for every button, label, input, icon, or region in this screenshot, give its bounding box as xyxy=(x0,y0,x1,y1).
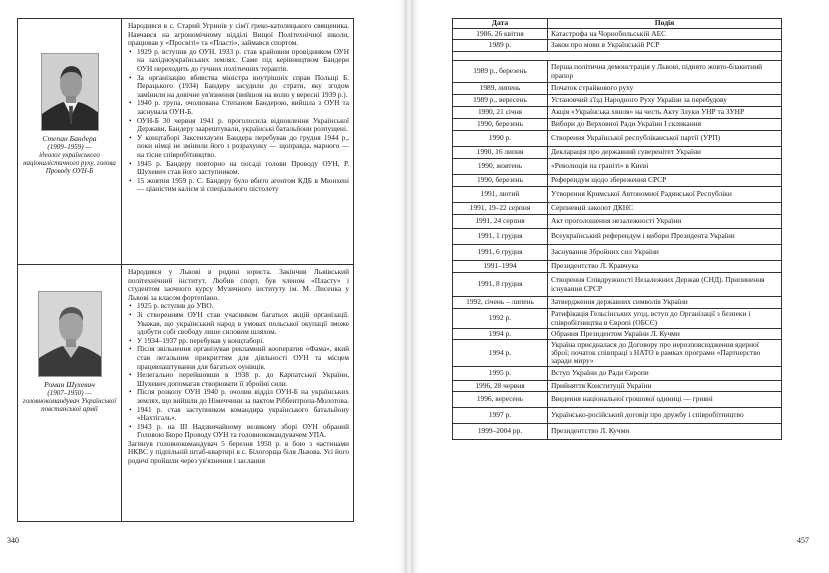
page-number-left: 340 xyxy=(7,536,19,545)
table-row xyxy=(453,229,782,245)
table-row xyxy=(453,273,782,297)
shukhevych-photo-cell xyxy=(18,265,122,522)
bandera-years: (1909–1959) — xyxy=(47,143,92,152)
book-gutter xyxy=(405,0,413,573)
table-row xyxy=(453,424,782,440)
event-date: 1991, 19–22 серпня xyxy=(453,203,548,215)
bandera-bio-text xyxy=(122,19,354,265)
shukhevych-years: (1907–1950) — xyxy=(47,389,92,398)
bandera-role: ідеолог українського націоналістичного руху, голова Проводу ОУН-Б xyxy=(23,151,116,176)
list-item: • 1929 р. вступив до ОУН. 1933 р. став крайовим провідником ОУН на західноукраїнських землях. Саме під керівництвом Бандери ОУН переходить до гучних політичних терактів. xyxy=(128,48,349,74)
event-date: 1999–2004 рр. xyxy=(453,424,548,440)
list-item: • 1941 р. став заступником командира українського батальйону «Нахтігаль». xyxy=(128,406,349,423)
event-date: 1991, 6 грудня xyxy=(453,245,548,261)
event-description: Обрання Президентом України Л. Кучми xyxy=(548,329,782,340)
table-row xyxy=(453,392,782,408)
event-date: 1991, лютий xyxy=(453,187,548,203)
shukhevych-name: Роман Шухевич xyxy=(44,380,95,389)
event-description: Ратифікація Гельсінських угод, вступ до Організації з безпеки і співробітництва в Європі (ОБСЄ) xyxy=(548,309,782,329)
event-description: Перша політична демонстрація у Львові, піднято жовто-блакитний прапор xyxy=(548,61,782,83)
bandera-portrait xyxy=(41,53,99,131)
table-gap-row xyxy=(453,52,782,61)
event-date: 1990, березень xyxy=(453,119,548,131)
event-date: 1992 р. xyxy=(453,309,548,329)
table-row xyxy=(453,381,782,392)
list-item: • Зі створенням ОУН став учасником багатьох акцій організації. Уважав, що український народ в умовах польської окупації зможе здобути собі свободу лише силовим шляхом. xyxy=(128,311,349,337)
event-date: 1994 р. xyxy=(453,329,548,340)
event-description: Президентство Л. Кучми xyxy=(548,424,782,440)
event-description: Вступ України до Ради Європи xyxy=(548,367,782,381)
gap-cell xyxy=(453,52,782,61)
event-description: Прийняття Конституції України xyxy=(548,381,782,392)
column-header-date: Дата xyxy=(453,19,548,29)
list-item: • Після звільнення організував рекламний кооператив «Фама», який став легальним прикриттям для діяльності ОУН та місцем працевлаштування для багатьох оунівців. xyxy=(128,345,349,371)
bandera-name: Степан Бандера xyxy=(42,134,97,143)
bandera-photo-cell xyxy=(18,19,122,265)
event-date: 1994 р. xyxy=(453,340,548,367)
right-page xyxy=(413,0,829,573)
event-description: Створення Української республіканської партії (УРП) xyxy=(548,131,782,147)
event-date: 1997 р. xyxy=(453,408,548,424)
table-row xyxy=(453,107,782,119)
left-page xyxy=(0,0,405,573)
event-date: 1990, жовтень xyxy=(453,159,548,175)
list-item: • 1925 р. вступив до УВО. xyxy=(128,302,349,311)
table-row xyxy=(453,159,782,175)
table-row xyxy=(453,215,782,229)
event-date: 1991, 24 серпня xyxy=(453,215,548,229)
list-item: • Нелегально перейшовши в 1938 р. до Карпатської України, Шухевич допомагав створювати її збройні сили. xyxy=(128,371,349,388)
list-item: • 1940 р. група, очолювана Степаном Бандерою, вийшла з ОУН та заснувала ОУН-Б. xyxy=(128,99,349,116)
shukhevych-role: головнокомандувач Української повстанської армії xyxy=(22,397,117,414)
shukhevych-portrait xyxy=(38,291,102,377)
shukhevych-outro: Загинув головнокомандувач 5 березня 1950 р. в бою з частинами НКВС у підпільній штаб-квартирі в с. Білогорща біля Львова. Усі його родичі пройшли через ув'язнення і заслання xyxy=(128,438,349,466)
chronology-body xyxy=(453,29,782,440)
event-description: Референдум щодо збереження СРСР xyxy=(548,175,782,187)
table-row xyxy=(453,367,782,381)
table-row xyxy=(453,329,782,340)
event-date: 1989, липень xyxy=(453,83,548,95)
event-description: Вибори до Верховної Ради України І скликання xyxy=(548,119,782,131)
table-row xyxy=(453,408,782,424)
event-description: Катастрофа на Чорнобильській АЕС xyxy=(548,29,782,40)
table-row xyxy=(453,203,782,215)
event-date: 1992, січень – липень xyxy=(453,297,548,309)
shukhevych-facts-list xyxy=(128,302,349,440)
event-date: 1996, 28 червня xyxy=(453,381,548,392)
biography-row-shukhevych xyxy=(18,265,354,522)
event-description: Заснування Збройних сил України xyxy=(548,245,782,261)
event-description: Затвердження державних символів України xyxy=(548,297,782,309)
table-row xyxy=(453,40,782,52)
event-date: 1986, 26 квітня xyxy=(453,29,548,40)
event-description: Україна приєдналася до Договору про нерозповсюдження ядерної зброї; початок співпраці з НАТО в рамках програми «Партнерство заради миру» xyxy=(548,340,782,367)
shukhevych-intro: Народився у Львові в родині юриста. Закінчив Львівський політехнічний інститут. Любив спорт, був членом «Пласту» і студентом заочного курсу Музичного інституту ім. М. Лисенка у Львові за класом фортепіано. xyxy=(128,267,349,302)
event-date: 1991, 1 грудня xyxy=(453,229,548,245)
event-description: Президентство Л. Кравчука xyxy=(548,261,782,273)
event-description: Початок страйкового руху xyxy=(548,83,782,95)
table-row xyxy=(453,95,782,107)
event-description: «Революція на граніті» в Києві xyxy=(548,159,782,175)
event-date: 1990, 21 січня xyxy=(453,107,548,119)
event-date: 1989 р., березень xyxy=(453,61,548,83)
event-date: 1990, березень xyxy=(453,175,548,187)
event-date: 1990, 16 липня xyxy=(453,147,548,159)
event-description: Установчий з'їзд Народного Руху України за перебудову xyxy=(548,95,782,107)
biography-row-bandera xyxy=(18,19,354,265)
list-item: • 1945 р. Бандеру повторно на посаді голови Проводу ОУН, Р. Шухевич став його заступником. xyxy=(128,160,349,177)
list-item: • 15 жовтня 1959 р. С. Бандеру було вбито агентом КДБ в Мюнхені — ціаністим калієм зі спеціального пістолету xyxy=(128,177,349,194)
page-number-right: 457 xyxy=(797,536,809,545)
event-description: Створення Співдружності Незалежних Держав (СНД). Припинення існування СРСР xyxy=(548,273,782,297)
event-description: Українсько-російський договір про дружбу і співробітництво xyxy=(548,408,782,424)
event-date: 1989 р. xyxy=(453,40,548,52)
table-header-row xyxy=(453,19,782,29)
bandera-facts-list xyxy=(128,48,349,194)
bandera-intro: Народився в с. Старий Угринів у сім'ї греко-католицького священика. Навчався на агрономічному відділі Вищої Політехнічної школи, працював у «Просвіті» та «Пласті», займався спортом. xyxy=(128,21,349,48)
table-row xyxy=(453,29,782,40)
event-date: 1991–1994 xyxy=(453,261,548,273)
event-description: Декларація про державний суверенітет України xyxy=(548,147,782,159)
table-row xyxy=(453,297,782,309)
list-item: • У концтаборі Заксенхаузен Бандера перебував до грудня 1944 р., поки німці не змінили його з розрахунку — щоправда, марного — на тісне співробітництво. xyxy=(128,134,349,160)
table-row xyxy=(453,340,782,367)
table-row xyxy=(453,261,782,273)
table-row xyxy=(453,245,782,261)
biography-table xyxy=(17,18,354,522)
column-header-event: Подія xyxy=(548,19,782,29)
table-row xyxy=(453,119,782,131)
table-row xyxy=(453,131,782,147)
event-description: Серпневий заколот ДКНС xyxy=(548,203,782,215)
event-date: 1996, вересень xyxy=(453,392,548,408)
table-row xyxy=(453,83,782,95)
list-item: • 1943 р. на ІІІ Надзвичайному великому зборі ОУН обраний Головою Бюро Проводу ОУН та головнокомандувачем УПА. xyxy=(128,423,349,440)
event-description: Акція «Українська хвиля» на честь Акту Злуки УНР та ЗУНР xyxy=(548,107,782,119)
event-date: 1989 р., вересень xyxy=(453,95,548,107)
event-description: Введення національної грошової одиниці — гривні xyxy=(548,392,782,408)
shukhevych-bio-text xyxy=(122,265,354,522)
chronology-table xyxy=(452,18,782,440)
list-item: • За організацію вбивства міністра внутрішніх справ Польщі Б. Перацького (1934) Бандеру засудили до страти, яку згодом замінили на довічне ув'язнення (вийшов на волю у вересні 1939 р.). xyxy=(128,74,349,100)
event-description: Закон про мови в Українській РСР xyxy=(548,40,782,52)
list-item: • Після розколу ОУН 1940 р. очолив відділ ОУН-Б на українських землях, що вийшли до Німеччини за пактом Ріббентропа-Молотова. xyxy=(128,388,349,405)
list-item: • У 1934–1937 рр. перебував у концтаборі. xyxy=(128,337,349,346)
event-description: Утворення Кримської Автономної Радянської Республіки xyxy=(548,187,782,203)
table-row xyxy=(453,187,782,203)
event-date: 1990 р. xyxy=(453,131,548,147)
table-row xyxy=(453,309,782,329)
table-row xyxy=(453,61,782,83)
event-date: 1991, 8 грудня xyxy=(453,273,548,297)
table-row xyxy=(453,175,782,187)
event-date: 1995 р. xyxy=(453,367,548,381)
table-row xyxy=(453,147,782,159)
event-description: Всеукраїнський референдум і вибори Президента України xyxy=(548,229,782,245)
event-description: Акт проголошення незалежності України xyxy=(548,215,782,229)
list-item: • ОУН-Б 30 червня 1941 р. проголосила відновлення Української Держави, Бандеру заарештували, українські батальйони розпущені. xyxy=(128,117,349,134)
